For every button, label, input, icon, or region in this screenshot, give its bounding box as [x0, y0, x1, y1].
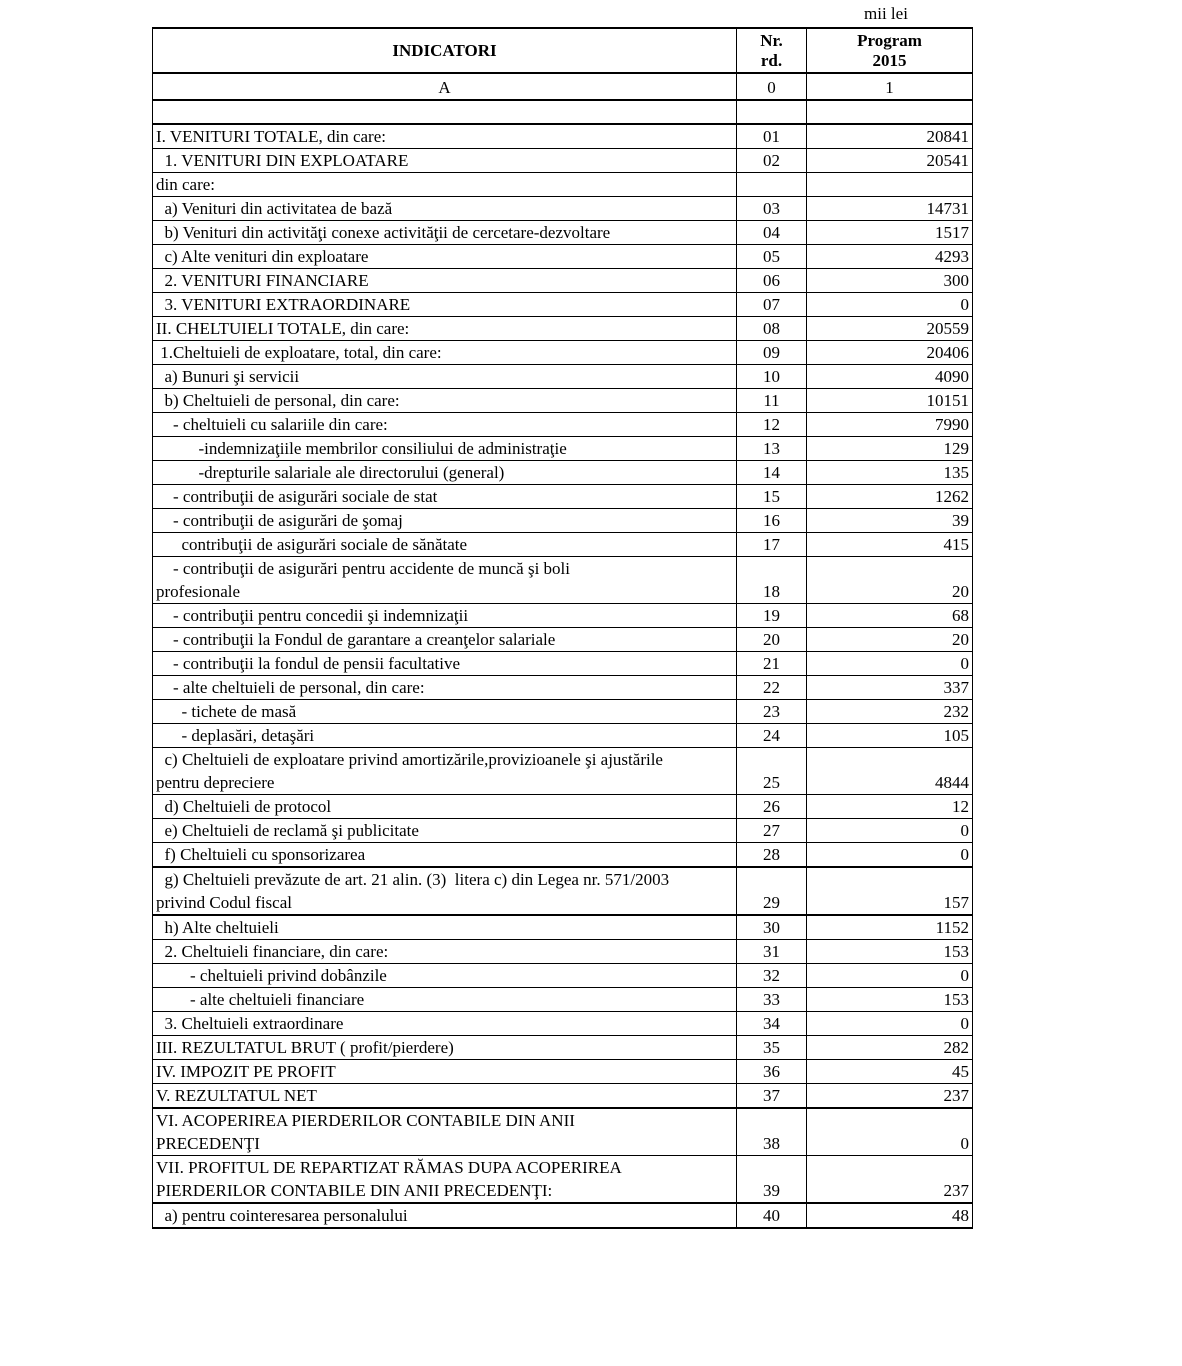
- value-cell: 0: [807, 1012, 973, 1036]
- indicator-cell: b) Cheltuieli de personal, din care:: [153, 389, 737, 413]
- indicator-cell: a) Venituri din activitatea de bază: [153, 197, 737, 221]
- unit-label: mii lei: [864, 4, 908, 23]
- column-letters-row: [153, 73, 973, 100]
- table-row: [153, 1084, 973, 1109]
- value-cell: 10151: [807, 389, 973, 413]
- table-row: [153, 533, 973, 557]
- value-cell: 4293: [807, 245, 973, 269]
- indicator-cell: 3. VENITURI EXTRAORDINARE: [153, 293, 737, 317]
- indicator-cell: - alte cheltuieli de personal, din care:: [153, 676, 737, 700]
- table-row: [153, 915, 973, 940]
- row-number-cell: 21: [737, 652, 807, 676]
- indicator-cell: c) Alte venituri din exploatare: [153, 245, 737, 269]
- indicator-cell: 2. VENITURI FINANCIARE: [153, 269, 737, 293]
- table-row: [153, 988, 973, 1012]
- letter-0: 0: [737, 73, 807, 100]
- header-row: [153, 28, 973, 73]
- row-number-cell: 05: [737, 245, 807, 269]
- indicator-cell: - cheltuieli privind dobânzile: [153, 964, 737, 988]
- value-cell: 282: [807, 1036, 973, 1060]
- value-cell: 39: [807, 509, 973, 533]
- value-cell: [807, 173, 973, 197]
- indicator-cell: contribuţii de asigurări sociale de sănătate: [153, 533, 737, 557]
- indicator-cell: - contribuţii pentru concedii şi indemnizaţii: [153, 604, 737, 628]
- table-row: [153, 964, 973, 988]
- value-cell: 45: [807, 1060, 973, 1084]
- row-number-cell: 22: [737, 676, 807, 700]
- indicator-cell: din care:: [153, 173, 737, 197]
- row-number-cell: 11: [737, 389, 807, 413]
- table-row: [153, 389, 973, 413]
- row-number-cell: 29: [737, 867, 807, 915]
- value-cell: 12: [807, 795, 973, 819]
- row-number-cell: 16: [737, 509, 807, 533]
- table-row: [153, 124, 973, 149]
- table-row: [153, 413, 973, 437]
- budget-table: [152, 27, 973, 1229]
- table-row: [153, 293, 973, 317]
- row-number-cell: 34: [737, 1012, 807, 1036]
- value-cell: 237: [807, 1156, 973, 1204]
- row-number-cell: 40: [737, 1203, 807, 1228]
- value-cell: 1152: [807, 915, 973, 940]
- table-row: [153, 867, 973, 915]
- value-cell: 68: [807, 604, 973, 628]
- row-number-cell: 01: [737, 124, 807, 149]
- table-row: [153, 795, 973, 819]
- value-cell: 4090: [807, 365, 973, 389]
- row-number-cell: [737, 173, 807, 197]
- letter-a: A: [153, 73, 737, 100]
- row-number-cell: 09: [737, 341, 807, 365]
- indicator-cell: -indemnizaţiile membrilor consiliului de administraţie: [153, 437, 737, 461]
- value-cell: 135: [807, 461, 973, 485]
- table-row: [153, 748, 973, 795]
- table-row: [153, 221, 973, 245]
- value-cell: 48: [807, 1203, 973, 1228]
- indicator-cell: - contribuţii de asigurări pentru accidente de muncă şi boli profesionale: [153, 557, 737, 604]
- value-cell: 337: [807, 676, 973, 700]
- row-number-cell: 03: [737, 197, 807, 221]
- table-row: [153, 676, 973, 700]
- value-cell: 20841: [807, 124, 973, 149]
- row-number-cell: 36: [737, 1060, 807, 1084]
- indicator-cell: d) Cheltuieli de protocol: [153, 795, 737, 819]
- letter-1: 1: [807, 73, 973, 100]
- indicator-cell: - cheltuieli cu salariile din care:: [153, 413, 737, 437]
- indicator-cell: a) pentru cointeresarea personalului: [153, 1203, 737, 1228]
- indicator-cell: a) Bunuri şi servicii: [153, 365, 737, 389]
- row-number-cell: 32: [737, 964, 807, 988]
- value-cell: 1262: [807, 485, 973, 509]
- table-row: [153, 652, 973, 676]
- value-cell: 14731: [807, 197, 973, 221]
- row-number-cell: 17: [737, 533, 807, 557]
- value-cell: 415: [807, 533, 973, 557]
- row-number-cell: 02: [737, 149, 807, 173]
- value-cell: 20406: [807, 341, 973, 365]
- table-row: [153, 173, 973, 197]
- value-cell: 1517: [807, 221, 973, 245]
- value-cell: 0: [807, 964, 973, 988]
- header-indicatori: INDICATORI: [153, 28, 737, 73]
- row-number-cell: 15: [737, 485, 807, 509]
- table-row: [153, 843, 973, 868]
- value-cell: 7990: [807, 413, 973, 437]
- row-number-cell: 37: [737, 1084, 807, 1109]
- table-row: [153, 819, 973, 843]
- blank-cell: [807, 100, 973, 124]
- indicator-cell: - contribuţii la Fondul de garantare a creanţelor salariale: [153, 628, 737, 652]
- indicator-cell: e) Cheltuieli de reclamă şi publicitate: [153, 819, 737, 843]
- indicator-cell: - contribuţii de asigurări sociale de stat: [153, 485, 737, 509]
- table-row: [153, 557, 973, 604]
- indicator-cell: 2. Cheltuieli financiare, din care:: [153, 940, 737, 964]
- table-row: [153, 197, 973, 221]
- value-cell: 129: [807, 437, 973, 461]
- indicator-cell: VI. ACOPERIREA PIERDERILOR CONTABILE DIN ANII PRECEDENŢI: [153, 1108, 737, 1156]
- row-number-cell: 39: [737, 1156, 807, 1204]
- indicator-cell: VII. PROFITUL DE REPARTIZAT RĂMAS DUPA ACOPERIREA PIERDERILOR CONTABILE DIN ANII PRECEDENŢI:: [153, 1156, 737, 1204]
- indicator-cell: I. VENITURI TOTALE, din care:: [153, 124, 737, 149]
- row-number-cell: 24: [737, 724, 807, 748]
- row-number-cell: 07: [737, 293, 807, 317]
- indicator-cell: - contribuţii la fondul de pensii facultative: [153, 652, 737, 676]
- value-cell: 157: [807, 867, 973, 915]
- table-row: [153, 724, 973, 748]
- indicator-cell: - deplasări, detaşări: [153, 724, 737, 748]
- row-number-cell: 35: [737, 1036, 807, 1060]
- table-row: [153, 1036, 973, 1060]
- row-number-cell: 06: [737, 269, 807, 293]
- row-number-cell: 30: [737, 915, 807, 940]
- row-number-cell: 10: [737, 365, 807, 389]
- row-number-cell: 26: [737, 795, 807, 819]
- value-cell: 0: [807, 1108, 973, 1156]
- row-number-cell: 23: [737, 700, 807, 724]
- table-row: [153, 269, 973, 293]
- blank-cell: [153, 100, 737, 124]
- table-row: [153, 245, 973, 269]
- row-number-cell: 27: [737, 819, 807, 843]
- value-cell: 300: [807, 269, 973, 293]
- row-number-cell: 19: [737, 604, 807, 628]
- indicator-cell: II. CHELTUIELI TOTALE, din care:: [153, 317, 737, 341]
- indicator-cell: h) Alte cheltuieli: [153, 915, 737, 940]
- indicator-cell: - contribuţii de asigurări de şomaj: [153, 509, 737, 533]
- table-row: [153, 485, 973, 509]
- row-number-cell: 04: [737, 221, 807, 245]
- indicator-cell: III. REZULTATUL BRUT ( profit/pierdere): [153, 1036, 737, 1060]
- value-cell: 153: [807, 988, 973, 1012]
- table-row: [153, 1012, 973, 1036]
- indicator-cell: c) Cheltuieli de exploatare privind amortizările,provizioanele şi ajustările pentru depreciere: [153, 748, 737, 795]
- indicator-cell: b) Venituri din activităţi conexe activităţii de cercetare-dezvoltare: [153, 221, 737, 245]
- table-row: [153, 628, 973, 652]
- indicator-cell: f) Cheltuieli cu sponsorizarea: [153, 843, 737, 868]
- indicator-cell: 1.Cheltuieli de exploatare, total, din care:: [153, 341, 737, 365]
- row-number-cell: 33: [737, 988, 807, 1012]
- value-cell: 0: [807, 819, 973, 843]
- value-cell: 0: [807, 293, 973, 317]
- indicator-cell: -drepturile salariale ale directorului (general): [153, 461, 737, 485]
- row-number-cell: 31: [737, 940, 807, 964]
- table-row: [153, 940, 973, 964]
- table-row: [153, 437, 973, 461]
- table-row: [153, 604, 973, 628]
- value-cell: 20559: [807, 317, 973, 341]
- table-row: [153, 365, 973, 389]
- table-row: [153, 1203, 973, 1228]
- indicator-cell: g) Cheltuieli prevăzute de art. 21 alin. (3) litera c) din Legea nr. 571/2003 privind Codul fiscal: [153, 867, 737, 915]
- row-number-cell: 20: [737, 628, 807, 652]
- table-row: [153, 1108, 973, 1156]
- table-row: [153, 1156, 973, 1204]
- value-cell: 237: [807, 1084, 973, 1109]
- blank-cell: [737, 100, 807, 124]
- row-number-cell: 38: [737, 1108, 807, 1156]
- indicator-cell: 3. Cheltuieli extraordinare: [153, 1012, 737, 1036]
- header-nr-rd: Nr. rd.: [737, 28, 807, 73]
- row-number-cell: 14: [737, 461, 807, 485]
- value-cell: 20541: [807, 149, 973, 173]
- table-row: [153, 317, 973, 341]
- value-cell: 0: [807, 652, 973, 676]
- row-number-cell: 08: [737, 317, 807, 341]
- value-cell: 20: [807, 557, 973, 604]
- row-number-cell: 13: [737, 437, 807, 461]
- indicator-cell: IV. IMPOZIT PE PROFIT: [153, 1060, 737, 1084]
- table-row: [153, 341, 973, 365]
- table-row: [153, 461, 973, 485]
- value-cell: 0: [807, 843, 973, 868]
- table-row: [153, 509, 973, 533]
- row-number-cell: 12: [737, 413, 807, 437]
- value-cell: 153: [807, 940, 973, 964]
- blank-row: [153, 100, 973, 124]
- table-row: [153, 149, 973, 173]
- value-cell: 105: [807, 724, 973, 748]
- value-cell: 20: [807, 628, 973, 652]
- indicator-cell: - tichete de masă: [153, 700, 737, 724]
- value-cell: 4844: [807, 748, 973, 795]
- indicator-cell: - alte cheltuieli financiare: [153, 988, 737, 1012]
- row-number-cell: 25: [737, 748, 807, 795]
- row-number-cell: 28: [737, 843, 807, 868]
- indicator-cell: 1. VENITURI DIN EXPLOATARE: [153, 149, 737, 173]
- table-row: [153, 700, 973, 724]
- table-row: [153, 1060, 973, 1084]
- row-number-cell: 18: [737, 557, 807, 604]
- header-program-2015: Program 2015: [807, 28, 973, 73]
- value-cell: 232: [807, 700, 973, 724]
- indicator-cell: V. REZULTATUL NET: [153, 1084, 737, 1109]
